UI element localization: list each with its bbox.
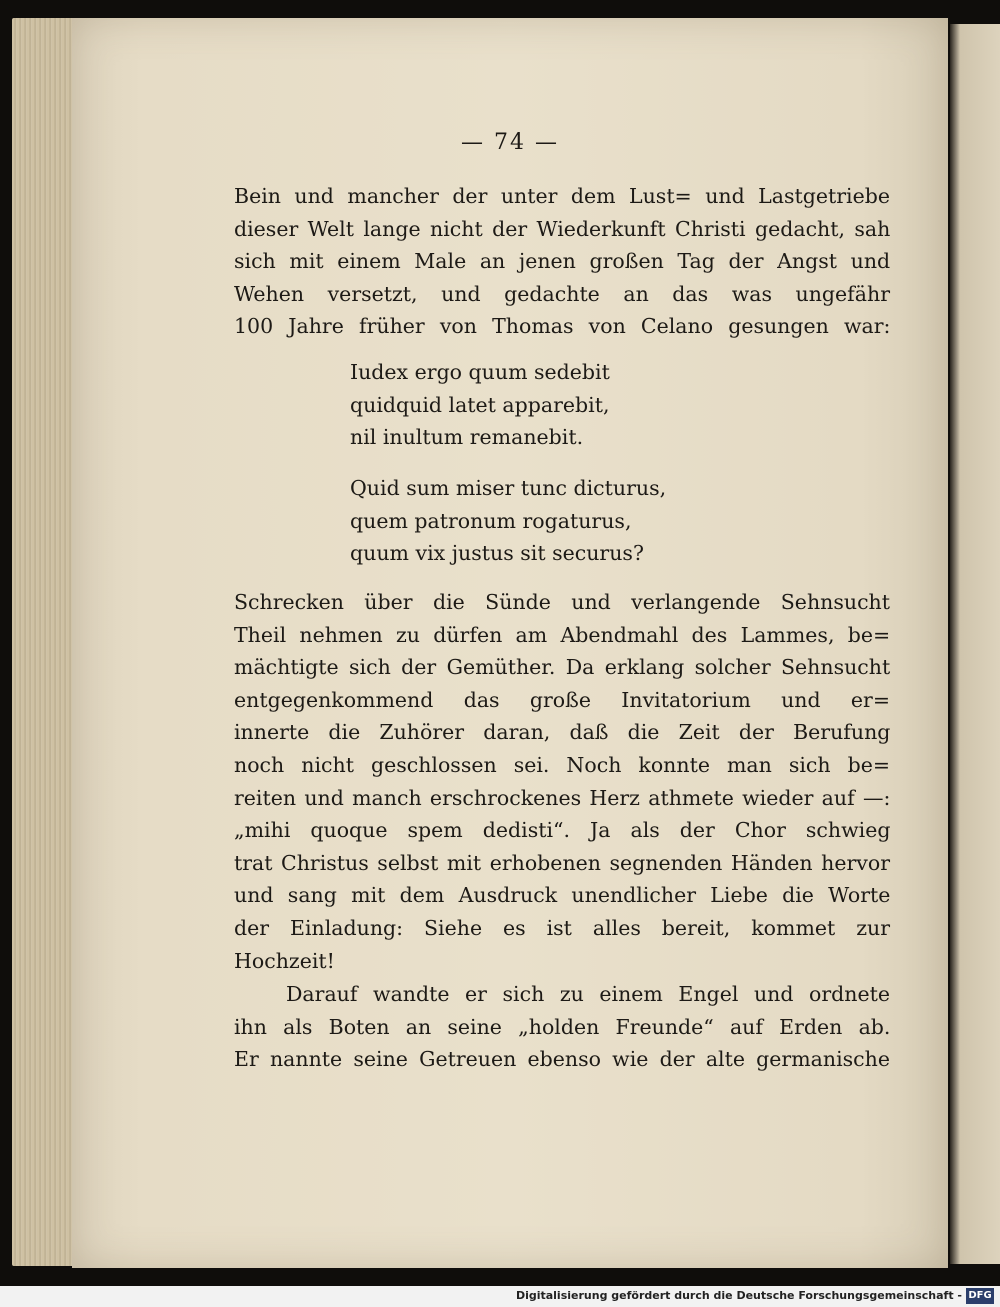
text-line: Schrecken über die Sünde und verlangende Sehnsucht xyxy=(234,590,890,614)
adjacent-page-edge xyxy=(950,24,1000,1264)
footer-bar xyxy=(0,1286,1000,1307)
text-line: ihn als Boten an seine „holden Freunde“ auf Erden ab. xyxy=(234,1014,891,1039)
text-line: dieser Welt lange nicht der Wiederkunft Christi gedacht, sah xyxy=(234,216,891,241)
text-line: Wehen versetzt, und gedachte an das was ungefähr xyxy=(234,281,890,306)
verse-line: quem patronum rogaturus, xyxy=(350,508,632,533)
text-line: 100 Jahre früher von Thomas von Celano gesungen war: xyxy=(234,314,891,339)
text-line: Hochzeit! xyxy=(234,948,335,973)
book-page xyxy=(72,18,948,1268)
verse-line: Quid sum miser tunc dicturus, xyxy=(350,476,667,500)
page-number: — 74 — xyxy=(461,130,559,155)
text-line: der Einladung: Siehe es ist alles bereit, kommet zur xyxy=(234,915,890,940)
verse-line: quum vix justus sit securus? xyxy=(350,541,644,566)
text-line: mächtigte sich der Gemüther. Da erklang solcher Sehnsucht xyxy=(234,655,891,680)
text-line: Er nannte seine Getreuen ebenso wie der alte germanische xyxy=(234,1047,890,1072)
verse-line: Iudex ergo quum sedebit xyxy=(350,360,610,384)
paragraph-2 xyxy=(234,586,890,977)
text-line: sich mit einem Male an jenen großen Tag der Angst und xyxy=(234,249,891,274)
text-line: und sang mit dem Ausdruck unendlicher Liebe die Worte xyxy=(234,883,891,908)
paragraph-1 xyxy=(234,180,890,343)
verse-stanza-1 xyxy=(350,356,610,454)
text-line: innerte die Zuhörer daran, daß die Zeit der Berufung xyxy=(234,720,891,745)
text-line: entgegenkommend das große Invitatorium und er= xyxy=(234,687,891,712)
paragraph-3 xyxy=(234,978,890,1076)
verse-line: quidquid latet apparebit, xyxy=(350,392,610,417)
verse-stanza-2 xyxy=(350,472,666,570)
text-line: „mihi quoque spem dedisti“. Ja als der Chor schwieg xyxy=(234,818,891,843)
dfg-logo: DFG xyxy=(966,1288,994,1304)
funding-notice: Digitalisierung gefördert durch die Deutsche Forschungsgemeinschaft - xyxy=(515,1289,962,1302)
text-line: Bein und mancher der unter dem Lust= und Lastgetriebe xyxy=(234,184,890,208)
text-line: trat Christus selbst mit erhobenen segnenden Händen hervor xyxy=(234,850,890,875)
text-line: reiten und manch erschrockenes Herz athmete wieder auf —: xyxy=(234,785,891,810)
verse-line: nil inultum remanebit. xyxy=(350,425,584,450)
text-line: noch nicht geschlossen sei. Noch konnte man sich be= xyxy=(234,752,891,777)
text-line: Darauf wandte er sich zu einem Engel und ordnete xyxy=(286,982,890,1006)
text-line: Theil nehmen zu dürfen am Abendmahl des Lammes, be= xyxy=(234,622,891,647)
